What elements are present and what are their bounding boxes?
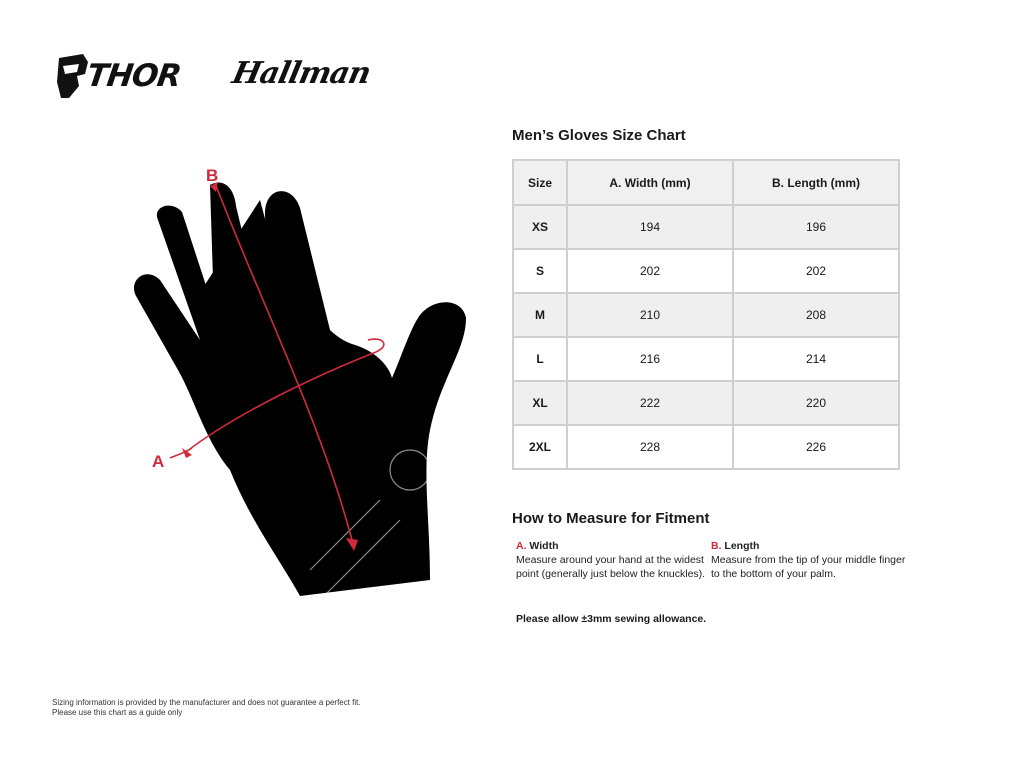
header-length: B. Length (mm) [733,160,899,205]
width-letter: A. [516,540,527,552]
size-cell: XL [513,381,567,425]
width-cell: 194 [567,205,733,249]
width-cell: 228 [567,425,733,469]
header-size: Size [513,160,567,205]
label-b: B [206,166,219,185]
measure-title: How to Measure for Fitment [512,510,710,527]
table-row [513,337,899,381]
length-cell: 196 [733,205,899,249]
length-cell: 220 [733,381,899,425]
width-text: Measure around your hand at the widest point (generally just below the knuckles). [516,554,706,580]
size-cell: XS [513,205,567,249]
disclaimer [52,698,412,718]
width-cell: 202 [567,249,733,293]
disclaimer-line-1: Sizing information is provided by the manufacturer and does not guarantee a perfect fit. [52,698,361,707]
table-header-row [513,160,899,205]
label-a: A [152,452,165,471]
table-row [513,293,899,337]
size-cell: S [513,249,567,293]
header-width: A. Width (mm) [567,160,733,205]
sewing-allowance-note: Please allow ±3mm sewing allowance. [516,613,707,625]
length-instructions [711,539,911,581]
length-cell: 226 [733,425,899,469]
hallman-logo: Hallman [229,56,374,91]
thor-logo-text: THOR [84,58,183,94]
length-text: Measure from the tip of your middle finger to the bottom of your palm. [711,554,906,580]
table-row [513,249,899,293]
length-cell: 202 [733,249,899,293]
length-letter: B. [711,540,722,552]
size-cell: L [513,337,567,381]
size-chart-title: Men’s Gloves Size Chart [512,127,686,144]
disclaimer-line-2: Please use this chart as a guide only [52,708,183,717]
size-cell: M [513,293,567,337]
width-cell: 222 [567,381,733,425]
width-cell: 216 [567,337,733,381]
size-cell: 2XL [513,425,567,469]
width-heading [516,539,711,553]
length-cell: 214 [733,337,899,381]
width-cell: 210 [567,293,733,337]
length-cell: 208 [733,293,899,337]
width-label: Width [529,540,559,552]
width-instructions [516,539,711,581]
size-chart-table [512,159,900,470]
table-row [513,205,899,249]
table-row [513,381,899,425]
length-label: Length [724,540,760,552]
length-heading [711,539,911,553]
table-row [513,425,899,469]
